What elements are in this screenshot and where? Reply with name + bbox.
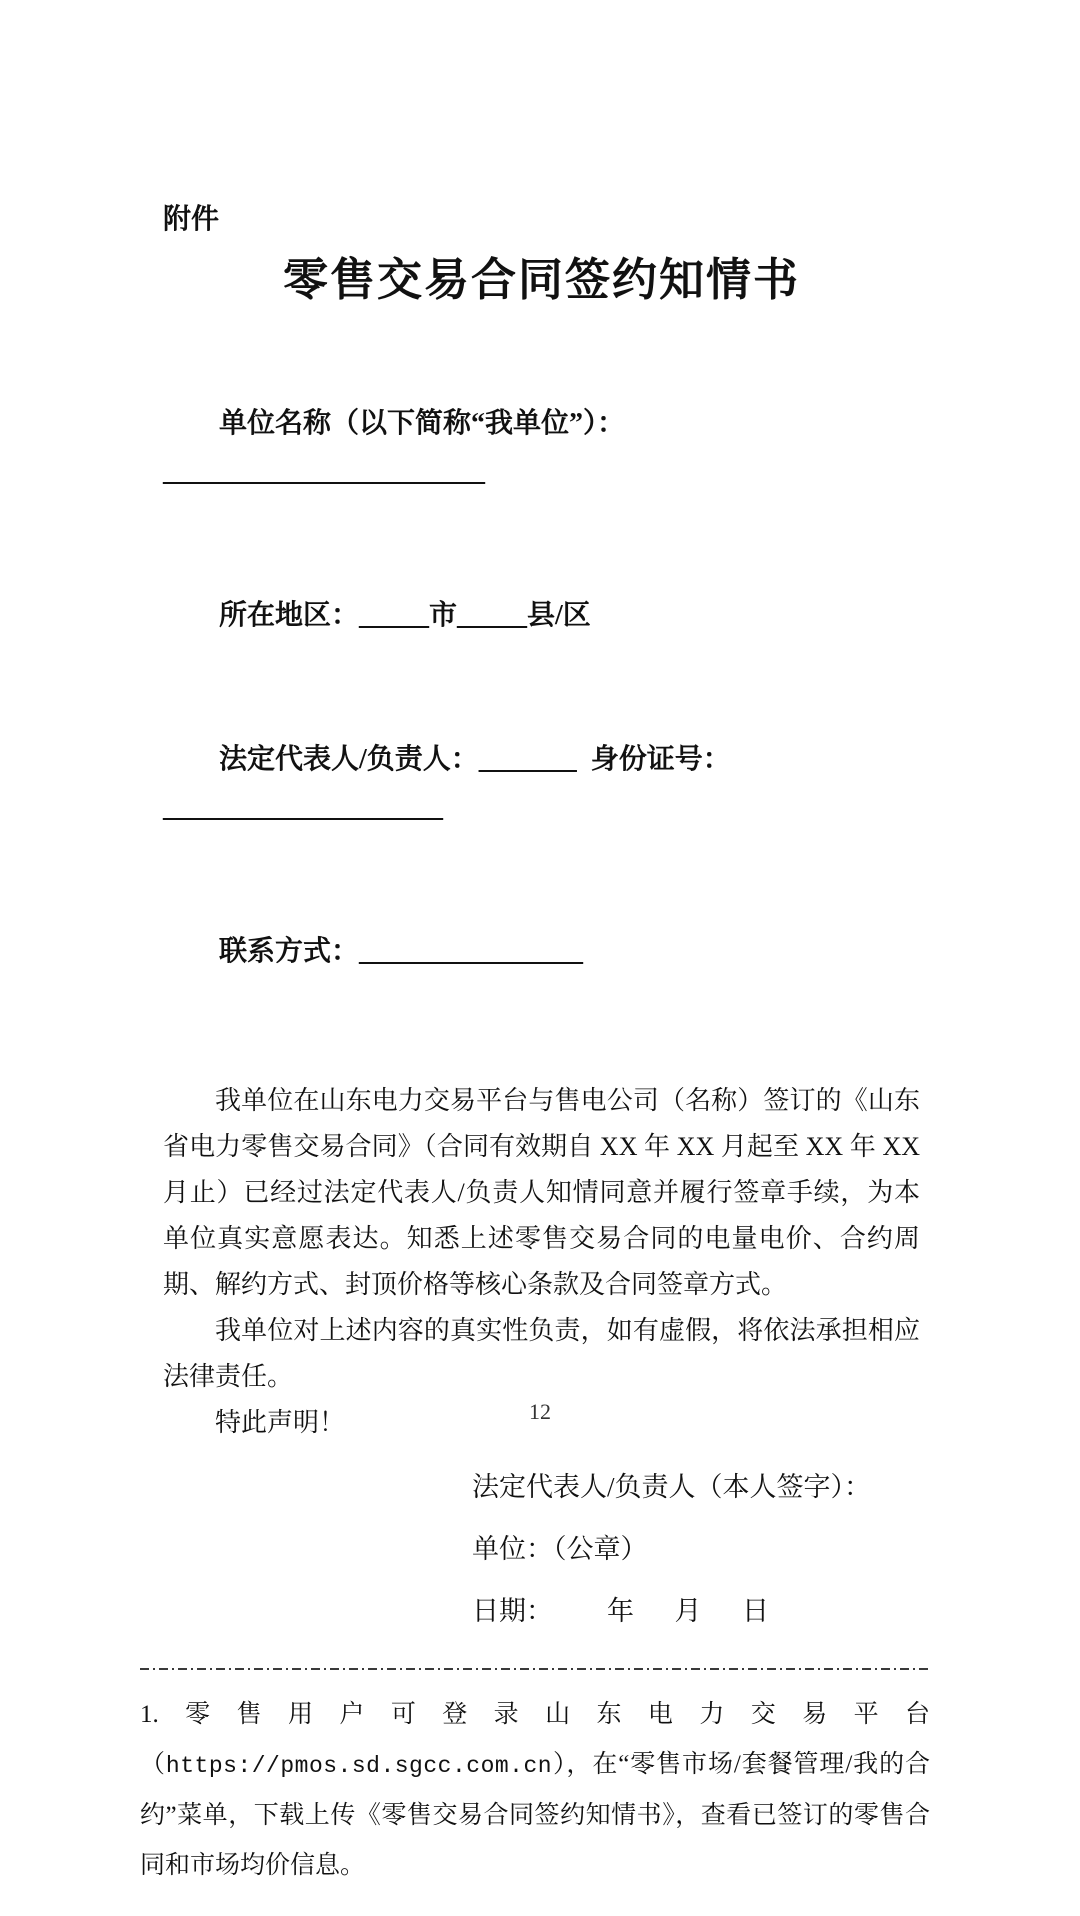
region-city-blank: _____ bbox=[359, 600, 430, 631]
dash-dot-separator bbox=[140, 1668, 930, 1670]
region-label: 所在地区： bbox=[219, 600, 360, 631]
footnote bbox=[140, 1690, 930, 1891]
contact-blank: ________________ bbox=[359, 936, 584, 967]
id-number-label: 身份证号： bbox=[590, 744, 731, 775]
document-title: 零售交易合同签约知情书 bbox=[282, 255, 800, 305]
footnote-text-before-url: 1.零售用户可登录山东电力交易平台（ bbox=[140, 1701, 930, 1778]
document-content bbox=[140, 200, 930, 1916]
form-line-region bbox=[163, 544, 920, 688]
region-county-blank: _____ bbox=[457, 600, 528, 631]
region-city-suffix: 市 bbox=[429, 600, 458, 631]
page-number: 12 bbox=[529, 1399, 551, 1424]
footnote-text-after-url: ），在“零售市场/套餐管理/我的合约”菜单，下载上传《零售交易合同签约知情书》，查看已签订的零售合同和市场均价信息。 bbox=[140, 1751, 930, 1879]
signature-date-line: 日期： 年 月 日 bbox=[472, 1596, 769, 1626]
form-section bbox=[163, 352, 920, 1024]
signature-signer-line: 法定代表人/负责人（本人签字）： bbox=[472, 1472, 872, 1502]
legal-rep-label: 法定代表人/负责人： bbox=[219, 744, 479, 775]
signature-unit-line: 单位：（公章） bbox=[472, 1534, 648, 1564]
unit-name-label: 单位名称（以下简称“我单位”）： bbox=[219, 408, 626, 439]
form-line-legal-rep bbox=[163, 688, 920, 880]
contact-label: 联系方式： bbox=[219, 936, 360, 967]
declaration-line: 特此声明！ bbox=[215, 1408, 346, 1437]
legal-rep-blank: _______ bbox=[478, 744, 577, 775]
signature-block bbox=[472, 1456, 920, 1642]
region-county-suffix: 县/区 bbox=[527, 600, 591, 631]
form-line-contact bbox=[163, 880, 920, 1024]
form-line-unit-name bbox=[163, 352, 920, 544]
body-section bbox=[163, 1078, 920, 1446]
footnote-url: https://pmos.sd.sgcc.com.cn bbox=[165, 1753, 553, 1779]
body-paragraph-2: 我单位对上述内容的真实性负责，如有虚假，将依法承担相应法律责任。 bbox=[163, 1316, 920, 1391]
body-paragraph-1: 我单位在山东电力交易平台与售电公司（名称）签订的《山东省电力零售交易合同》（合同有效期自 XX 年 XX 月起至 XX 年 XX 月止）已经过法定代表人/负责人知情同意并履行签章手续，为本单位真实意愿表达。知悉上述零售交易合同的电量电价、合约周期、解约方式、封顶价格等核心条款及合同签章方式。 bbox=[163, 1086, 920, 1299]
attachment-label: 附件 bbox=[163, 204, 220, 235]
id-number-blank: ____________________ bbox=[163, 792, 443, 823]
unit-name-blank: _______________________ bbox=[163, 456, 485, 487]
